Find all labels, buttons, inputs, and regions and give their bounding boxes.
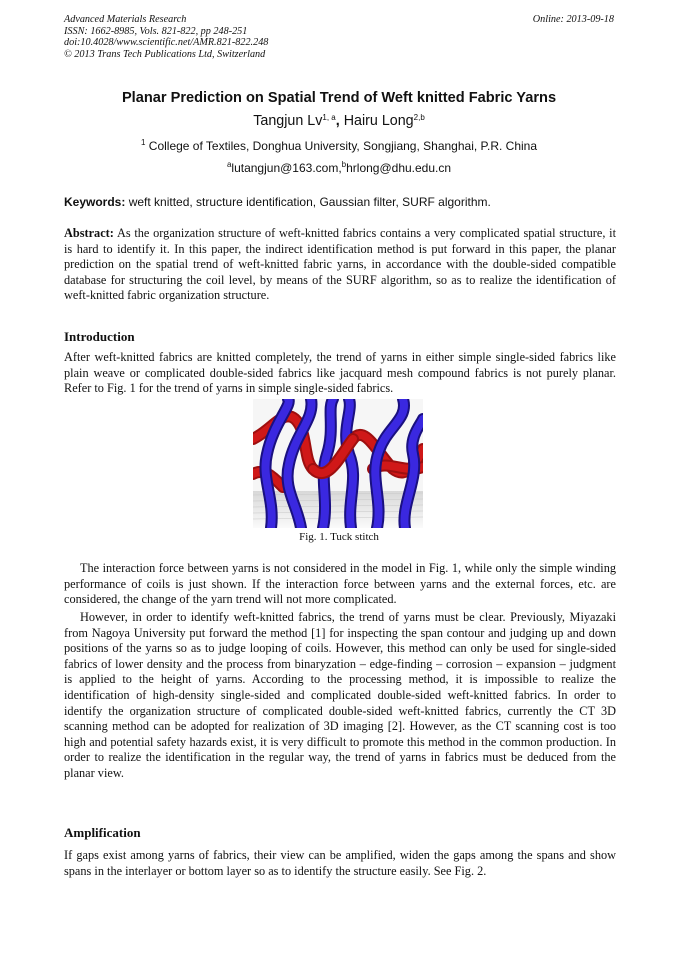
author-line [0, 113, 678, 129]
abstract-label: Abstract: [64, 226, 114, 240]
email-1: lutangjun@163.com, [231, 161, 342, 175]
doi-line: doi:10.4028/www.scientific.net/AMR.821-822.248 [64, 37, 269, 49]
abstract-text: As the organization structure of weft-knitted fabrics contains a very complicated spatial structure, it is hard to identify it. In this paper, the indirect identification method is put forward in this paper, the planar prediction on the spatial trend of weft-knitted fabric yarns, in accordance with the double-sided compatible database for structuring the coil level, by means of the SURF algorithm, so as to realize the identification of weft-knitted fabric organization structure. [64, 226, 616, 303]
figure-1-caption: Fig. 1. Tuck stitch [299, 531, 379, 543]
author-separator: , [335, 113, 344, 129]
yarn-render-image [253, 399, 423, 528]
introduction-paragraph-3: However, in order to identify weft-knitted fabrics, the trend of yarns must be clear. Previously, Miyazaki from Nagoya University put forward the method [1] for inspecting the span contour and judging up and down positions of the yarns so as to judge looping of coils. However, this method can only be used for single-sided fabrics of lower density and the process from binaryzation – edge-finding – corrosion – expansion – judgment is applied to the height of yarns. According to the processing method, it is impossible to realize the identification of high-density single-sided and complicated double-sided weft-knitted fabrics. In order to identify the organization structure of complicated double-sided weft-knitted fabrics, currently the CT 3D scanning method can be adopted for realization of 3D imaging [2]. However, as the CT scanning cost is too high and potential safety hazards exist, it is very difficult to promote this method in the common production. In order to realize the identification in the regular way, the trend of yarns in fabrics must be deduced from the planar view. [64, 610, 616, 780]
introduction-paragraph-1: After weft-knitted fabrics are knitted completely, the trend of yarns in either simple single-sided fabrics like plain weave or complicated double-sided fabrics like jacquard mesh compound fabrics is not purely planar. Refer to Fig. 1 for the trend of yarns in simple single-sided fabrics. [64, 350, 616, 396]
email-sup-a: a [226, 160, 232, 169]
journal-header [64, 14, 268, 60]
amplification-heading: Amplification [64, 825, 141, 840]
keywords-label: Keywords: [64, 195, 126, 209]
introduction-paragraph-2: The interaction force between yarns is not considered in the model in Fig. 1, while only the simple winding performance of coils is just shown. If the interaction force between yarns and the external forces, etc. are considered, the change of the yarn trend will not more complicated. [64, 561, 616, 607]
affiliation-text: College of Textiles, Donghua University, Songjiang, Shanghai, P.R. China [145, 139, 538, 153]
copyright-line: © 2013 Trans Tech Publications Ltd, Switzerland [64, 48, 266, 60]
introduction-heading: Introduction [64, 329, 135, 344]
abstract [64, 226, 616, 304]
keywords [64, 195, 616, 209]
issn-line: ISSN: 1662-8985, Vols. 821-822, pp 248-251 [64, 25, 248, 37]
amplification-paragraph-1: If gaps exist among yarns of fabrics, their view can be amplified, widen the gaps among the spans and show spans in the interlayer or bottom layer so as to identify the structure easily. See Fig. 2. [64, 848, 616, 878]
email-line [0, 160, 678, 175]
author-1-sup: 1, a [322, 113, 336, 122]
keywords-text: weft knitted, structure identification, Gaussian filter, SURF algorithm. [125, 195, 491, 209]
author-1: Tangjun Lv [253, 113, 323, 129]
affiliation-sup: 1 [140, 138, 146, 147]
author-2-sup: 2,b [413, 113, 425, 122]
affiliation [0, 138, 678, 153]
figure-1-tuck-stitch [253, 399, 423, 528]
author-2: Hairu Long [343, 113, 414, 129]
paper-title: Planar Prediction on Spatial Trend of Weft knitted Fabric Yarns [121, 90, 557, 106]
email-2: hrlong@dhu.edu.cn [346, 161, 452, 175]
online-date: Online: 2013-09-18 [532, 14, 614, 25]
journal-name: Advanced Materials Research [64, 14, 187, 25]
email-sup-b: b [341, 160, 347, 169]
